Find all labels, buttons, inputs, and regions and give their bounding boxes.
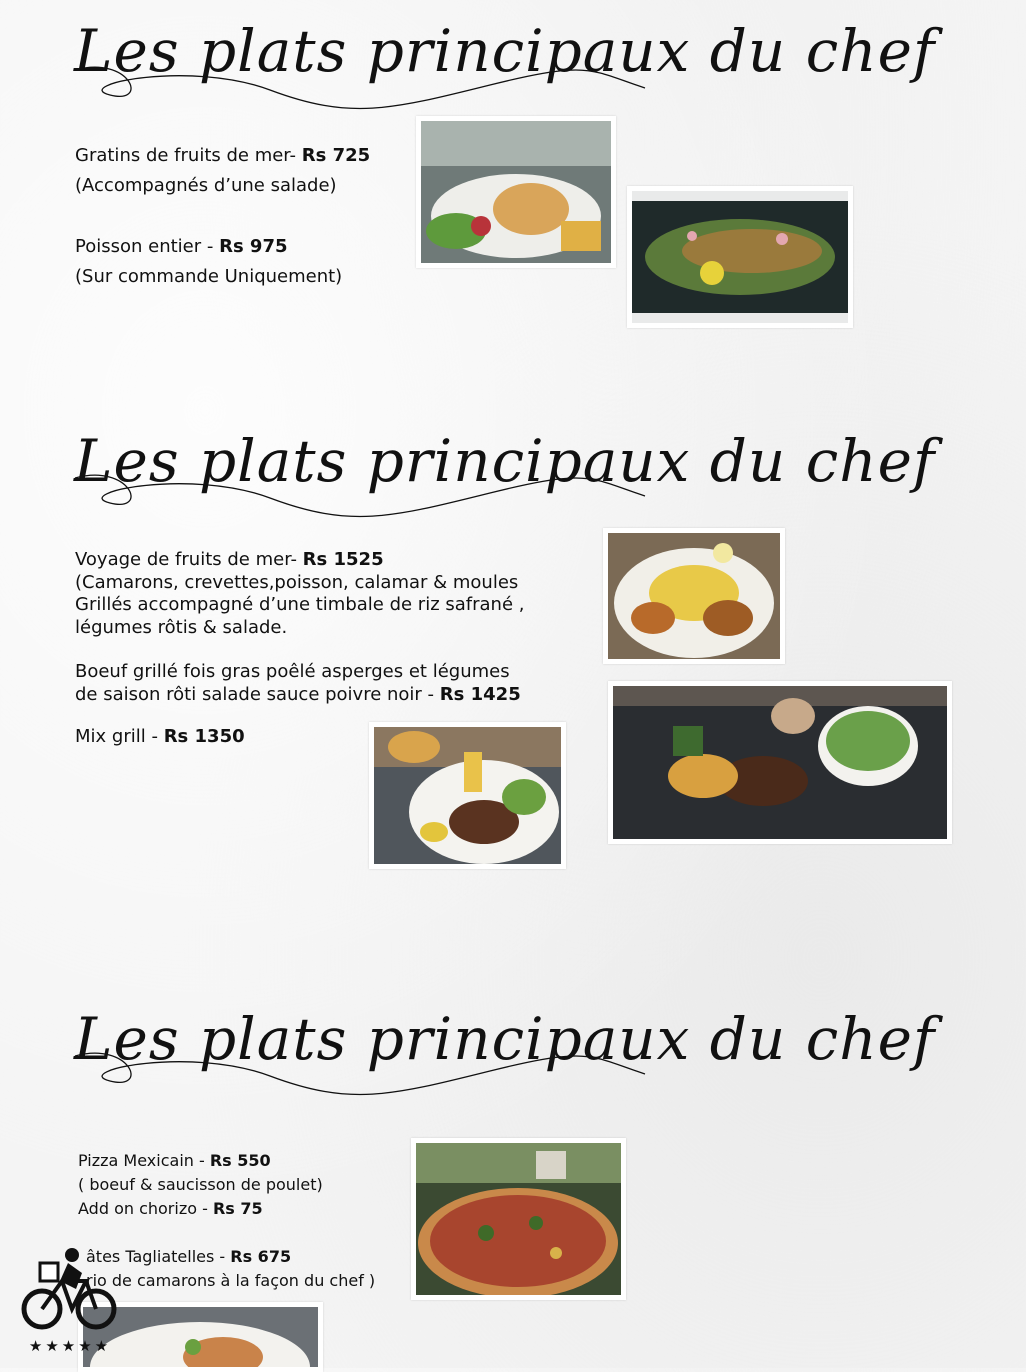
- menu-item-voyage: [75, 549, 524, 639]
- item-name: Add on chorizo: [78, 1199, 198, 1218]
- item-sep: -: [201, 236, 220, 257]
- item-price: Rs 975: [219, 236, 288, 257]
- photo-poisson: [627, 186, 853, 328]
- title-swash: [70, 50, 660, 120]
- photo-boeuf: [608, 681, 952, 844]
- item-name: Poisson entier: [75, 236, 202, 257]
- item-name: Mix grill: [75, 726, 146, 747]
- section-title: Les plats principaux du chef: [74, 427, 936, 495]
- item-sep: -: [197, 1199, 213, 1218]
- item-sep: -: [214, 1247, 231, 1266]
- menu-item-chorizo: [78, 1197, 263, 1221]
- item-line: Boeuf grillé fois gras poêlé asperges et légumes: [75, 661, 510, 682]
- item-note: rio de camarons à la façon du chef ): [86, 1271, 376, 1290]
- item-desc-line: (Camarons, crevettes,poisson, calamar & moules: [75, 571, 519, 593]
- item-desc-line: Grillés accompagné d’une timbale de riz safrané ,: [75, 594, 525, 615]
- delivery-logo: [20, 1245, 120, 1355]
- photo-voyage: [603, 528, 785, 664]
- item-price: Rs 1525: [302, 549, 384, 570]
- item-sep: -: [145, 726, 164, 747]
- menu-item-tagliatelles: [86, 1245, 375, 1293]
- menu-item-boeuf: [75, 661, 521, 706]
- item-desc-line: légumes rôtis & salade.: [75, 616, 288, 638]
- item-name: Pizza Mexicain: [78, 1151, 194, 1170]
- menu-item-poisson: [75, 235, 342, 288]
- item-name: âtes Tagliatelles: [86, 1247, 215, 1266]
- cyclist-icon: [20, 1245, 120, 1333]
- item-name: Voyage de fruits de mer-: [75, 549, 297, 570]
- menu-item-mix-grill: [75, 725, 245, 748]
- item-price: Rs 1350: [163, 726, 245, 747]
- item-name: Gratins de fruits de mer-: [75, 145, 297, 166]
- item-sep: -: [193, 1151, 210, 1170]
- photo-gratins: [416, 116, 616, 268]
- item-note: ( boeuf & saucisson de poulet): [78, 1175, 323, 1194]
- item-price: Rs 550: [209, 1151, 271, 1170]
- photo-mix-grill: [369, 722, 566, 869]
- title-swash: [70, 458, 660, 528]
- title-swash: [70, 1036, 660, 1106]
- item-price: Rs 675: [230, 1247, 292, 1266]
- item-line: de saison rôti salade sauce poivre noir -: [75, 683, 435, 705]
- item-note: (Accompagnés d’une salade): [75, 175, 337, 196]
- section-title: Les plats principaux du chef: [74, 1005, 936, 1073]
- menu-item-gratins: [75, 144, 370, 197]
- item-price: Rs 1425: [439, 683, 521, 705]
- rating-stars: ★★★★★: [28, 1337, 112, 1355]
- item-price: Rs 725: [301, 145, 371, 166]
- section-title: Les plats principaux du chef: [74, 17, 936, 85]
- menu-item-pizza: [78, 1149, 323, 1197]
- photo-pizza: [411, 1138, 626, 1300]
- item-note: (Sur commande Uniquement): [75, 266, 343, 287]
- item-price: Rs 75: [212, 1199, 263, 1218]
